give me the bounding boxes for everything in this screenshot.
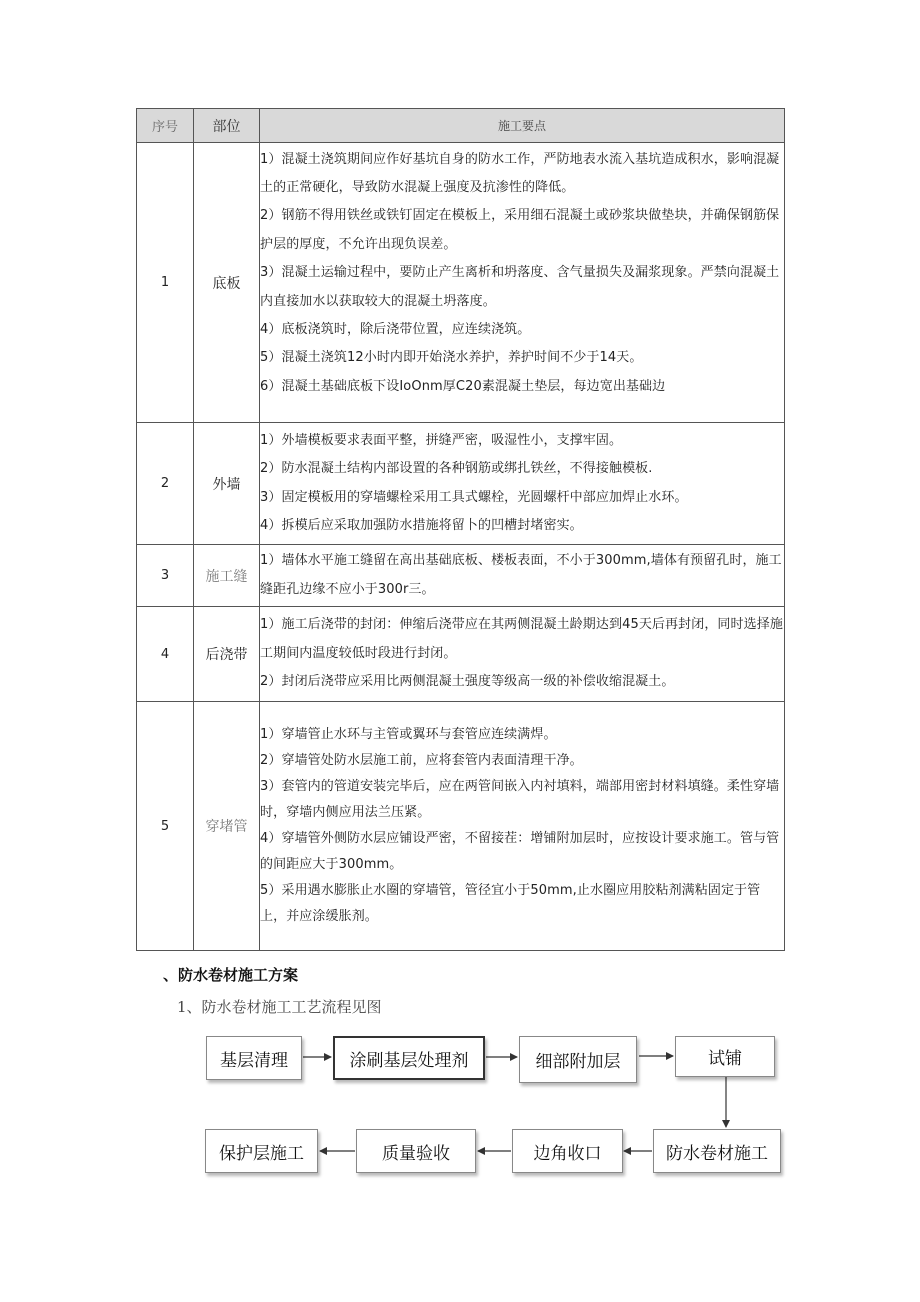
point-text: 1）施工后浇带的封闭：伸缩后浇带应在其两侧混凝土龄期达到45天后再封闭，同时选择施工期间内温度较低时段进行封闭。	[260, 617, 783, 661]
point-text: 4）底板浇筑时，除后浇带位置，应连续浇筑。	[260, 321, 531, 337]
point-text: 4）拆模后应采取加强防水措施将留卜的凹槽封堵密实。	[260, 517, 583, 533]
point-text: 2）穿墙管处防水层施工前，应将套管内表面清理干净。	[260, 753, 583, 768]
table-row	[137, 702, 785, 951]
row-section: 底板	[194, 143, 260, 423]
point-text: 5）采用遇水膨胀止水圈的穿墙管，管径宜小于50mm,止水圈应用胶粘剂满粘固定于管上，并应涂缓胀剂。	[260, 883, 761, 924]
header-section: 部位	[194, 109, 260, 143]
flow-step-quality-inspection: 质量验收	[356, 1129, 476, 1173]
construction-points-table	[136, 108, 785, 951]
flow-step-base-cleaning: 基层清理	[206, 1036, 302, 1080]
flow-step-protective-layer: 保护层施工	[205, 1129, 318, 1173]
flow-step-edge-finishing: 边角收口	[512, 1129, 623, 1173]
row-section: 后浇带	[194, 607, 260, 702]
header-no: 序号	[137, 109, 194, 143]
point-text: 2）防水混凝土结构内部设置的各种钢筋或绑扎铁丝，不得接触模板.	[260, 461, 653, 477]
row-number: 1	[137, 143, 194, 423]
flow-step-detail-layer: 细部附加层	[519, 1036, 637, 1083]
row-number: 3	[137, 545, 194, 607]
row-section: 外墙	[194, 423, 260, 545]
row-section: 施工缝	[194, 545, 260, 607]
flow-step-membrane-install: 防水卷材施工	[653, 1129, 781, 1173]
table-row	[137, 545, 785, 607]
point-text: 1）混凝土浇筑期间应作好基坑自身的防水工作，严防地表水流入基坑造成积水，影响混凝土的正常硬化，导致防水混凝上强度及抗渗性的降低。	[260, 151, 780, 195]
point-text: 6）混凝土基础底板下设IoOnm厚C20素混凝土垫层，每边宽出基础边	[260, 378, 666, 394]
header-points: 施工要点	[260, 109, 785, 143]
row-points	[260, 702, 785, 951]
row-number: 4	[137, 607, 194, 702]
point-text: 5）混凝土浇筑12小时内即开始浇水养护，养护时间不少于14天。	[260, 350, 643, 366]
point-text: 1）墙体水平施工缝留在高出基础底板、楼板表面，不小于300mm,墙体有预留孔时，施工缝距孔边缘不应小于300r三。	[260, 553, 782, 597]
row-points	[260, 545, 785, 607]
point-text: 4）穿墙管外侧防水层应铺设严密，不留接茬：增铺附加层时，应按设计要求施工。管与管的间距应大于300mm。	[260, 831, 780, 872]
table-row	[137, 423, 785, 545]
point-text: 1）穿墙管止水环与主管或翼环与套管应连续满焊。	[260, 727, 557, 742]
flow-title: 1、防水卷材施工工艺流程见图	[177, 998, 382, 1016]
row-points	[260, 423, 785, 545]
flow-step-trial-laying: 试铺	[675, 1036, 775, 1077]
row-points	[260, 143, 785, 423]
point-text: 2）钢筋不得用铁丝或铁钉固定在模板上，采用细石混凝土或砂浆块做垫块，并确保钢筋保护层的厚度，不允许出现负误差。	[260, 208, 780, 252]
table-row	[137, 607, 785, 702]
point-text: 3）固定模板用的穿墙螺栓采用工具式螺栓，光圆螺杆中部应加焊止水环。	[260, 489, 688, 505]
row-number: 2	[137, 423, 194, 545]
flow-step-primer: 涂刷基层处理剂	[333, 1036, 485, 1080]
point-text: 1）外墙模板要求表面平整，拼缝严密，吸湿性小，支撑牢固。	[260, 432, 623, 448]
point-text: 2）封闭后浇带应采用比两侧混凝土强度等级高一级的补偿收缩混凝土。	[260, 674, 675, 690]
row-points	[260, 607, 785, 702]
section-heading: 、防水卷材施工方案	[163, 966, 299, 984]
row-number: 5	[137, 702, 194, 951]
table-header-row	[137, 109, 785, 143]
point-text: 3）套管内的管道安装完毕后，应在两管间嵌入内衬填料，端部用密封材料填缝。柔性穿墙时，穿墙内侧应用法兰压紧。	[260, 779, 780, 820]
point-text: 3）混凝土运输过程中，要防止产生离析和坍落度、含气量损失及漏浆现象。严禁向混凝土内直接加水以获取较大的混凝土坍落度。	[260, 265, 780, 309]
row-section: 穿堵管	[194, 702, 260, 951]
table-row	[137, 143, 785, 423]
